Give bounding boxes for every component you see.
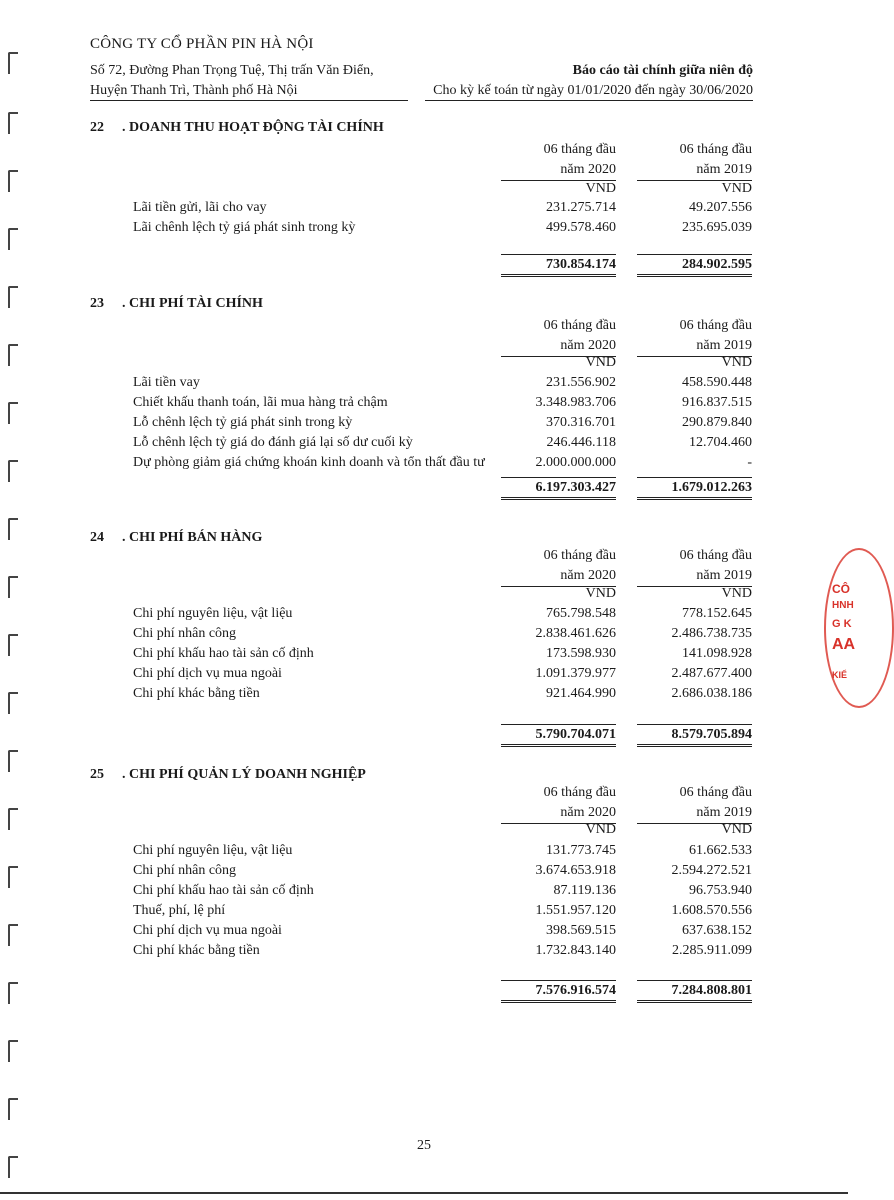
value-2020: 231.556.902: [546, 375, 616, 390]
binder-holes: [0, 0, 24, 1200]
value-2019: 141.098.928: [682, 646, 752, 661]
table-row: [0, 943, 848, 963]
column-header-line2: năm 2020: [501, 160, 616, 181]
binder-ring: [8, 1098, 18, 1120]
row-label: Chiết khấu thanh toán, lãi mua hàng trả chậm: [133, 395, 388, 410]
value-2020: 246.446.118: [546, 435, 616, 450]
page-number: 25: [417, 1138, 431, 1153]
stamp-text: CÔ: [832, 582, 850, 596]
row-label: Thuế, phí, lệ phí: [133, 903, 226, 918]
column-header-line1: 06 tháng đầu: [679, 548, 752, 563]
value-2020: 3.348.983.706: [535, 395, 616, 410]
total-2019: 8.579.705.894: [637, 724, 752, 747]
column-header-line2: năm 2019: [637, 160, 752, 181]
table-row: [0, 646, 848, 666]
binder-ring: [8, 286, 18, 308]
total-row: [0, 724, 848, 746]
table-row: [0, 666, 848, 686]
unit-label: VND: [585, 586, 616, 601]
value-2020: 765.798.548: [546, 606, 616, 621]
value-2019: 12.704.460: [689, 435, 752, 450]
table-row: [0, 200, 848, 220]
value-2019: 61.662.533: [689, 843, 752, 858]
value-2020: 173.598.930: [546, 646, 616, 661]
unit-label: VND: [585, 822, 616, 837]
binder-ring: [8, 52, 18, 74]
column-header-line1: 06 tháng đầu: [543, 318, 616, 333]
column-header-line2: năm 2019: [637, 803, 752, 824]
column-header-2020: [466, 316, 616, 357]
table-row: [0, 686, 848, 706]
total-2019: 7.284.808.801: [637, 980, 752, 1003]
binder-ring: [8, 170, 18, 192]
company-address-line1: Số 72, Đường Phan Trọng Tuệ, Thị trấn Văn Điển,: [90, 63, 374, 78]
total-2020: 6.197.303.427: [501, 477, 616, 500]
total-row: [0, 477, 848, 499]
binder-ring: [8, 1156, 18, 1178]
stamp-text: HNH: [832, 600, 854, 611]
value-2020: 499.578.460: [546, 220, 616, 235]
table-row: [0, 843, 848, 863]
binder-ring: [8, 750, 18, 772]
row-label: Chi phí khấu hao tài sản cố định: [133, 646, 314, 661]
total-2020: 730.854.174: [501, 254, 616, 277]
header-rule-right: [425, 100, 753, 101]
row-label: Chi phí khác bằng tiền: [133, 943, 260, 958]
section-title: . CHI PHÍ QUẢN LÝ DOANH NGHIỆP: [122, 767, 366, 782]
row-label: Chi phí khấu hao tài sản cố định: [133, 883, 314, 898]
value-2019: 2.686.038.186: [671, 686, 752, 701]
report-period: Cho kỳ kế toán từ ngày 01/01/2020 đến ngày 30/06/2020: [433, 83, 753, 98]
value-2020: 131.773.745: [546, 843, 616, 858]
value-2020: 1.551.957.120: [535, 903, 616, 918]
value-2019: 916.837.515: [682, 395, 752, 410]
table-row: [0, 415, 848, 435]
row-label: Chi phí nhân công: [133, 626, 237, 641]
column-header-line1: 06 tháng đầu: [543, 548, 616, 563]
row-label: Dự phòng giảm giá chứng khoán kinh doanh và tổn thất đầu tư: [133, 455, 485, 470]
section-number: 23: [90, 296, 104, 311]
value-2020: 87.119.136: [553, 883, 616, 898]
value-2020: 3.674.653.918: [535, 863, 616, 878]
total-2019: 1.679.012.263: [637, 477, 752, 500]
binder-ring: [8, 808, 18, 830]
table-row: [0, 395, 848, 415]
column-header-line1: 06 tháng đầu: [679, 318, 752, 333]
column-header-2020: [466, 783, 616, 824]
value-2020: 231.275.714: [546, 200, 616, 215]
stamp-text: AA: [832, 636, 856, 653]
value-2019: 96.753.940: [689, 883, 752, 898]
row-label: Chi phí nguyên liệu, vật liệu: [133, 606, 293, 621]
value-2019: 1.608.570.556: [671, 903, 752, 918]
table-row: [0, 606, 848, 626]
value-2019: 2.486.738.735: [671, 626, 752, 641]
section-number: 25: [90, 767, 104, 782]
column-header-line2: năm 2019: [637, 566, 752, 587]
value-2020: 921.464.990: [546, 686, 616, 701]
table-row: [0, 220, 848, 240]
column-header-line1: 06 tháng đầu: [679, 142, 752, 157]
value-2019: 290.879.840: [682, 415, 752, 430]
value-2019: 2.487.677.400: [671, 666, 752, 681]
value-2020: 2.000.000.000: [535, 455, 616, 470]
column-header-line1: 06 tháng đầu: [543, 142, 616, 157]
column-header-2019: [602, 783, 752, 824]
row-label: Lãi chênh lệch tỷ giá phát sinh trong kỳ: [133, 220, 356, 235]
column-header-line1: 06 tháng đầu: [543, 785, 616, 800]
table-row: [0, 903, 848, 923]
total-row: [0, 980, 848, 1002]
stamp-text: G K: [832, 618, 852, 630]
unit-label: VND: [721, 586, 752, 601]
column-header-line1: 06 tháng đầu: [679, 785, 752, 800]
value-2019: 637.638.152: [682, 923, 752, 938]
column-header-line2: năm 2020: [501, 336, 616, 357]
company-address-line2: Huyện Thanh Trì, Thành phố Hà Nội: [90, 83, 298, 98]
binder-ring: [8, 112, 18, 134]
header-rule-left: [90, 100, 408, 101]
unit-label: VND: [721, 181, 752, 196]
page-bottom-edge: [0, 1192, 848, 1194]
row-label: Lãi tiền gửi, lãi cho vay: [133, 200, 267, 215]
value-2020: 1.732.843.140: [535, 943, 616, 958]
table-row: [0, 626, 848, 646]
row-label: Chi phí nguyên liệu, vật liệu: [133, 843, 293, 858]
table-row: [0, 375, 848, 395]
row-label: Chi phí dịch vụ mua ngoài: [133, 666, 282, 681]
table-row: [0, 883, 848, 903]
value-2019: 49.207.556: [689, 200, 752, 215]
unit-label: VND: [585, 355, 616, 370]
unit-label: VND: [585, 181, 616, 196]
value-2019: 458.590.448: [682, 375, 752, 390]
value-2019: 235.695.039: [682, 220, 752, 235]
column-header-2019: [602, 546, 752, 587]
total-2020: 5.790.704.071: [501, 724, 616, 747]
unit-label: VND: [721, 355, 752, 370]
column-header-2020: [466, 546, 616, 587]
row-label: Chi phí khác bằng tiền: [133, 686, 260, 701]
column-header-2019: [602, 140, 752, 181]
value-2019: 2.594.272.521: [671, 863, 752, 878]
total-2020: 7.576.916.574: [501, 980, 616, 1003]
total-2019: 284.902.595: [637, 254, 752, 277]
total-row: [0, 254, 848, 276]
table-row: [0, 863, 848, 883]
row-label: Chi phí nhân công: [133, 863, 237, 878]
section-title: . CHI PHÍ BÁN HÀNG: [122, 530, 263, 545]
company-stamp: [818, 540, 858, 710]
column-header-line2: năm 2020: [501, 566, 616, 587]
table-row: [0, 923, 848, 943]
value-2020: 1.091.379.977: [535, 666, 616, 681]
column-header-2020: [466, 140, 616, 181]
binder-ring: [8, 1040, 18, 1062]
section-title: . DOANH THU HOẠT ĐỘNG TÀI CHÍNH: [122, 120, 384, 135]
value-2019: 2.285.911.099: [672, 943, 752, 958]
section-title: . CHI PHÍ TÀI CHÍNH: [122, 296, 263, 311]
section-number: 22: [90, 120, 104, 135]
binder-ring: [8, 344, 18, 366]
section-number: 24: [90, 530, 104, 545]
value-2020: 398.569.515: [546, 923, 616, 938]
company-name: CÔNG TY CỔ PHẦN PIN HÀ NỘI: [90, 36, 314, 52]
table-row: [0, 435, 848, 455]
stamp-text: KIỂ: [832, 670, 848, 680]
row-label: Lãi tiền vay: [133, 375, 200, 390]
row-label: Lỗ chênh lệch tỷ giá phát sinh trong kỳ: [133, 415, 353, 430]
row-label: Chi phí dịch vụ mua ngoài: [133, 923, 282, 938]
binder-ring: [8, 518, 18, 540]
value-2020: 2.838.461.626: [535, 626, 616, 641]
unit-label: VND: [721, 822, 752, 837]
value-2019: 778.152.645: [682, 606, 752, 621]
row-label: Lỗ chênh lệch tỷ giá do đánh giá lại số dư cuối kỳ: [133, 435, 413, 450]
column-header-line2: năm 2019: [637, 336, 752, 357]
value-2020: 370.316.701: [546, 415, 616, 430]
column-header-2019: [602, 316, 752, 357]
table-row: [0, 455, 848, 475]
value-2019: -: [747, 455, 752, 470]
column-header-line2: năm 2020: [501, 803, 616, 824]
report-title: Báo cáo tài chính giữa niên độ: [572, 63, 753, 78]
binder-ring: [8, 576, 18, 598]
